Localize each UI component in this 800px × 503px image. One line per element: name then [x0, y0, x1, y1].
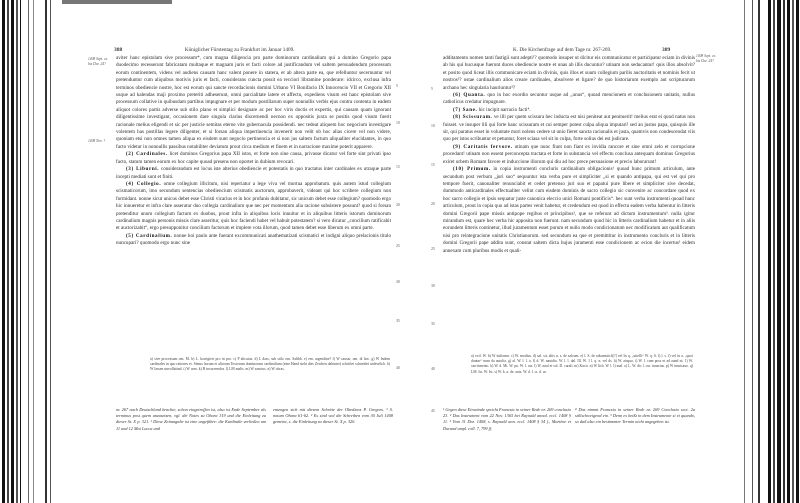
critical-apparatus-left: a) sive processum om. M. b) L. korrigiert pro in pro. c) P alicuius. d) L dass, sub stilo om. Saltbb. e) em. argendine? f) W causar, om. di hoc. g) W Indem cardinales in quo rationes et. Simus horum et aliorum Textorum dominorum cardinalium (eine Hand steht dies Zeichen dahinter) schriftet schneidet unleselich. h) W lassen unvollständ. i) W ures. k) B incurvendos. l) LM malis. m) W sanctus. n) W citras. [150, 357, 390, 372]
critical-apparatus-right: a) vvtl. W. b) W ituliomn. c) W. modius. d) sal. sit, aliis u. s. de salcum. e) l. S. de adsumstich[?] vel lis q. „uitelli“ W. q. S. f) l. s. f) vel in a. „quoi duntar“ num da autolia. g) al. W. l. l. a. f) d. W. nauidio. W. l. l. dal. Ill. W. 1 l. q. n. vel ds. h) W. aisquo. i) W. l. cum poss et ad aund ni. 1) W. carritusenio. k) W. d. Mi. W. pu. W. l. cur. l) W. naal et sol. D. curali. m) Kucti. n) W lich. W. l. l) mal. o) L. W. dic l. cur. inuarius. p) W inmicauo. q) LM. Ist. W. Ist. s) W. k. a. de. auis. W. d. l. cr. d. ur. [471, 354, 693, 374]
footnotes-right-col2: ⁴ Das nimmt Francsia in seiner Rede nr. 269 Conclusio sect. 2a stillschweigend ein. ⁵ Denn es heißt in dem Instrumente si et quando, so daß also ein bestimmter Termin nicht angegeben ist. [575, 407, 695, 425]
paragraph: (8) Scissuram. ve illi per quem scissura hec inducta est nisi peniteat aut penituerit! melius erat ei quod natus non fuisset. ve insuper illi qui forte hanc scissuram et cui semper potest culpa aliqua imputari! sed an justus papa, quisquis ille sit, qui paratus esset in voluntate mori nolens cedere ut unio fieret sancta racionalis et justa, quamvis non condescendat viis quo per istos scribuntur et petuntur, foret sciasa vel sit in culpa, forte solius dei est judicare. [443, 114, 695, 143]
paragraph: (2) Cardinales. licet dominus Gregorius papa XII istos, et forte non sine causa, privasse dicatur vel forte sint privati ipso facto, statum tamen eorum ex hoc capite quoad presens non oportet in dubium revocari. [116, 151, 391, 165]
paragraph: (4) Collegio. omne collegium illicitum, nisi reperiatur a lege viva vel mortua approbatum. quis autem istud collegium scismaticorum, imo secundum sentencias obediencium scismatis auctorum, approbaverit, videant qui hoc scribere collegium non formidant. nonne sicut unicus debet esse Christi vicarius et in hoc profanis dubitatur, sic unicum debet esse collegium? quomodo ergo hic innueretur et infra clare asseratur duo collegia cardinalium que nec per momentum alia racione subsistere possunt? quod si forsan pretenditur unum collegium factum ex duobus, prout infra in aliquibus locis innuitur et in aliquibus litteris istorum dominorum cardinalium magnis personis missis clare asseritur, quis hoc faciendi habet vel habuit potestatem? si vero dicatur „concilium ratificabit et auctorizabit“, ergo presupponitur concilium factorum et implere vota illorum, quod tamen debet esse liberum ex omni parte. [116, 180, 391, 232]
paragraph: (6) Quanta. quo in hoc exordio secuntur usque ad „unus“, quoad mencionem et conclusionem unitatis, nullus catholicus credatur impugnare. [443, 92, 695, 106]
line-number: 25 [396, 244, 400, 248]
paragraph: (5) Cardinalium. nonne hoi paulo ante fuerant excommunicati anathematizati scismatici et indigni aliquo prelacionis titulo nuncupari? quomodo ergo nunc sine [116, 232, 391, 247]
paragraph: aviter hanc epistolam sive processum*, cum magna diligencia pro parte dominorum cardinalium qui a domino Gregorio papa duodecimo recesserunt fabricatam multaque et magnam juris et facti colore ad justificandum vel saltem persuadendum processum eorum continentem, videns vel audiens causam hanc valent ponere in statera, et ab altera parte ea, que refelluntur secernuntur vel pretenduntur cum aliquibus motivis juris et facti, considerans cuncta possit ea recciori libramine ponderare: idcirco, exclusa infra terminos obediencie nostre, hoc est eorum qui sancte recordacionis domini Urbano VI Bonifacio IX Innocencio VII et Gregorio XII usque ad kalendas maji proximo preteriti adheserunt, omni parcialitate latere et affectu, expediens visum est hanc epistolam sive processum collative in quibusdam partibus impugnare et per modum postillarum super nonnullis verbis ejus contra contenta in eadem aliquot colores partis adverse sub stilo plano et simplici designare ac per hoc viris doctis et expertis, qui causam quam ignorant diligentissime investigant, occasionem dare singula clarius discernendi necnon ex oppositis juxta se positis quod visum fuerit racionale melius eligendi et sic per justicie semitas eterne vite gubernacula possidendi. nec tedeat aliquem hoc negocium investigare volentem has postillas legere diligenter, et si forsan aliqua impertinencia invenerit non velit ob hoc alias cicere vel non videre, quoniam etsi non omnes tamen aliqua ex eisdem sunt negocio pertinencia et si non jus saltem factum aliqualiter elucidantes, in quo facto videtur in nonnullis passibus notabiliter deviatum prout circa medium et finem et in narracione maxime poterit apparere. [116, 55, 391, 150]
paragraph: additamento nomen tanti fastigii sunt adepti¹? quomodo insuper ut dicitur eis communicatur et participatur eciam in divinis ab his qui hucusque fuerunt duces obediencie nostre et unas ab illis ducuntur? utinam non seducantur! quis illos absolvit? et posito quod liceat illis communicare eciam in divinis, quis illos et suum collegium parilis auctoritatis et nominis fecit ut nostros²? ostae cardinalium alios creare cardinales, absolvere et ligare? de quo historiarum exemplo aut scripturarum archano hec singularia hauriuntur³? [443, 55, 695, 91]
page-number-right: 389 [661, 47, 671, 53]
section-heading: (9) Caritatis fervore. [453, 143, 513, 150]
section-heading: (3) Liburni. [126, 166, 160, 173]
line-number: 35 [431, 322, 435, 326]
footnotes-left-col2: entzogen sich mit diesem Schritte der Obedienz P. Gregors. ² S. notum Ohara 61-62. ³ Es sind wol die Schreiben vom 30 Juli 1408 gemeint, s. die Einleitung zu dieser St. X p. 320. [273, 407, 393, 425]
line-number: 30 [431, 284, 435, 288]
section-heading: (7) Sane. [453, 106, 478, 113]
section-heading: (4) Collegio. [126, 180, 162, 187]
line-number: 20 [396, 203, 400, 207]
left-page [58, 0, 403, 503]
paragraph: (10) Primum. in copia instrumenti concluris cardinalium obligacionis¹ quoad hunc primum articulum, ante secundum post verbum „juri suo“ sequuntur ista verba pure et simpliciter „si et quando antipapa, qui est vel qui pro tempore fuerit, canonaliter renunciabit et cedet pretenso juri suo et papatui pure libere et simpliciter sive decedat, dummodo anticardinales effectualiter velint cum eisdem dominis de sacro collegio sic convenire ac concordare quod ex hoc sacro collegio et ipsis sequatur juste canonica eleccio unici Romani pontificis“. hec sunt verba instrumenti quoad hunc articulum, prout in copia quo ad istas partes venit habetur, et credendum est quod in effectu eadem verba habentur in litteris domini Gregorii pape missis antipope regibus et principibus², que se referunt ad dictum instrumentum³. nulla igitur mirandum est, quare hec verba hic apposita non fuerunt. nam secundum quod hic in litteris cardinalium habetur et in aliis eorundem litteris continetur, illud juramentum esset purum et nullo modo condicionatum nec modificatum aut qualificatum nisi pro reintegracione unitatis Christianorum. sed secundum ea que et premittitur in instrumento concluris et in litteris domini Gregorii pape addita sunt, constat saltem dicta hujus juramenti esse condicionem ac ecion die incertus¹ eidem annexam cum pluribus modis et quali- [443, 166, 695, 254]
paragraph: (3) Liburni. considerandum est locus iste alterius obediencie et potestatis in quo tractatus inter cardinales ex utraque parte incepti mediati sunt et finiti. [116, 166, 391, 180]
running-head-left: Königlicher Fürstentag zu Frankfurt im Januar 1409. [184, 47, 295, 53]
running-header-left [114, 47, 294, 53]
line-number: 15 [396, 165, 400, 169]
margin-date-note: 1408 Nov. ? [88, 139, 106, 143]
main-text-left [116, 55, 391, 345]
line-number: 40 [431, 367, 435, 371]
section-heading: (5) Cardinalium. [126, 232, 173, 239]
line-number: 45 [431, 409, 435, 413]
line-number: 5 [396, 84, 398, 88]
right-page [403, 0, 738, 503]
paragraph: (7) Sane. hic incipit narracio facti⁴. [453, 106, 531, 113]
paragraph: (9) Caritatis fervore. utinam que nunc fiunt non fiant ex invidia rancore et sine omni zelo et corrupcione procedant! utinam non essent perconcepta tractata et forte in substancia vel effectu conclusa antequam dominus Gregorius exiret urbem Romam favore et induccione illorum qui diu ad hoc prece persuasione et precio laborarunt! [443, 143, 695, 165]
line-number: 15 [431, 163, 435, 167]
line-number: 20 [431, 202, 435, 206]
line-number: 5 [431, 87, 433, 91]
footnotes-left-col1: nr. 267 nach Deutschland brachte, schon eingetroffen ist, also ist Ende September als terminus post quem anzusetzen, vgl. die Notes zu Ohara 319 und die Einleitung zu dieser St. X p. 321. ¹ Diese Zeitangabe ist eine ungefähre: die Kardinäle verließen am 11 und 12 Mai Lucca und [116, 407, 266, 431]
section-heading: (6) Quanta. [453, 92, 486, 99]
footnotes-right-col1: ¹ Gegen diese Einwände spricht Francsia in seiner Rede nr. 269 conclusio 23. ² Das Instrument vom 22 Nov. 1365 bei Raynald annal. eccl. 1408 § 11. ³ Vom 31 Dez. 1408, s. Raynald ann. eccl. 1408 § 34 f., Martène et Durand ampl. coll. 7, 799 ff. [443, 407, 571, 431]
margin-date-note: 1408 Sept. ex. bis Dez. 24? [88, 57, 109, 66]
margin-date-note: 1408 Sept. ex. bis Dez. 24? [696, 54, 717, 63]
line-number: 10 [431, 124, 435, 128]
page-number-left: 388 [114, 47, 123, 53]
line-number: 10 [396, 121, 400, 125]
running-head-right: K. Die Kirchenfrage auf dem Tage nr. 267-269. [513, 47, 612, 53]
section-heading: (2) Cardinales. [126, 151, 168, 158]
line-number: 25 [431, 247, 435, 251]
section-heading: (8) Scissuram. [453, 114, 493, 121]
section-heading: (10) Primum. [453, 166, 491, 173]
running-header-right [513, 47, 670, 53]
line-number: 35 [396, 319, 400, 323]
book-edge-left [0, 0, 58, 503]
book-edge-right [738, 0, 800, 503]
line-number: 30 [396, 280, 400, 284]
line-number: 40 [396, 366, 400, 370]
main-text-right [443, 55, 695, 345]
